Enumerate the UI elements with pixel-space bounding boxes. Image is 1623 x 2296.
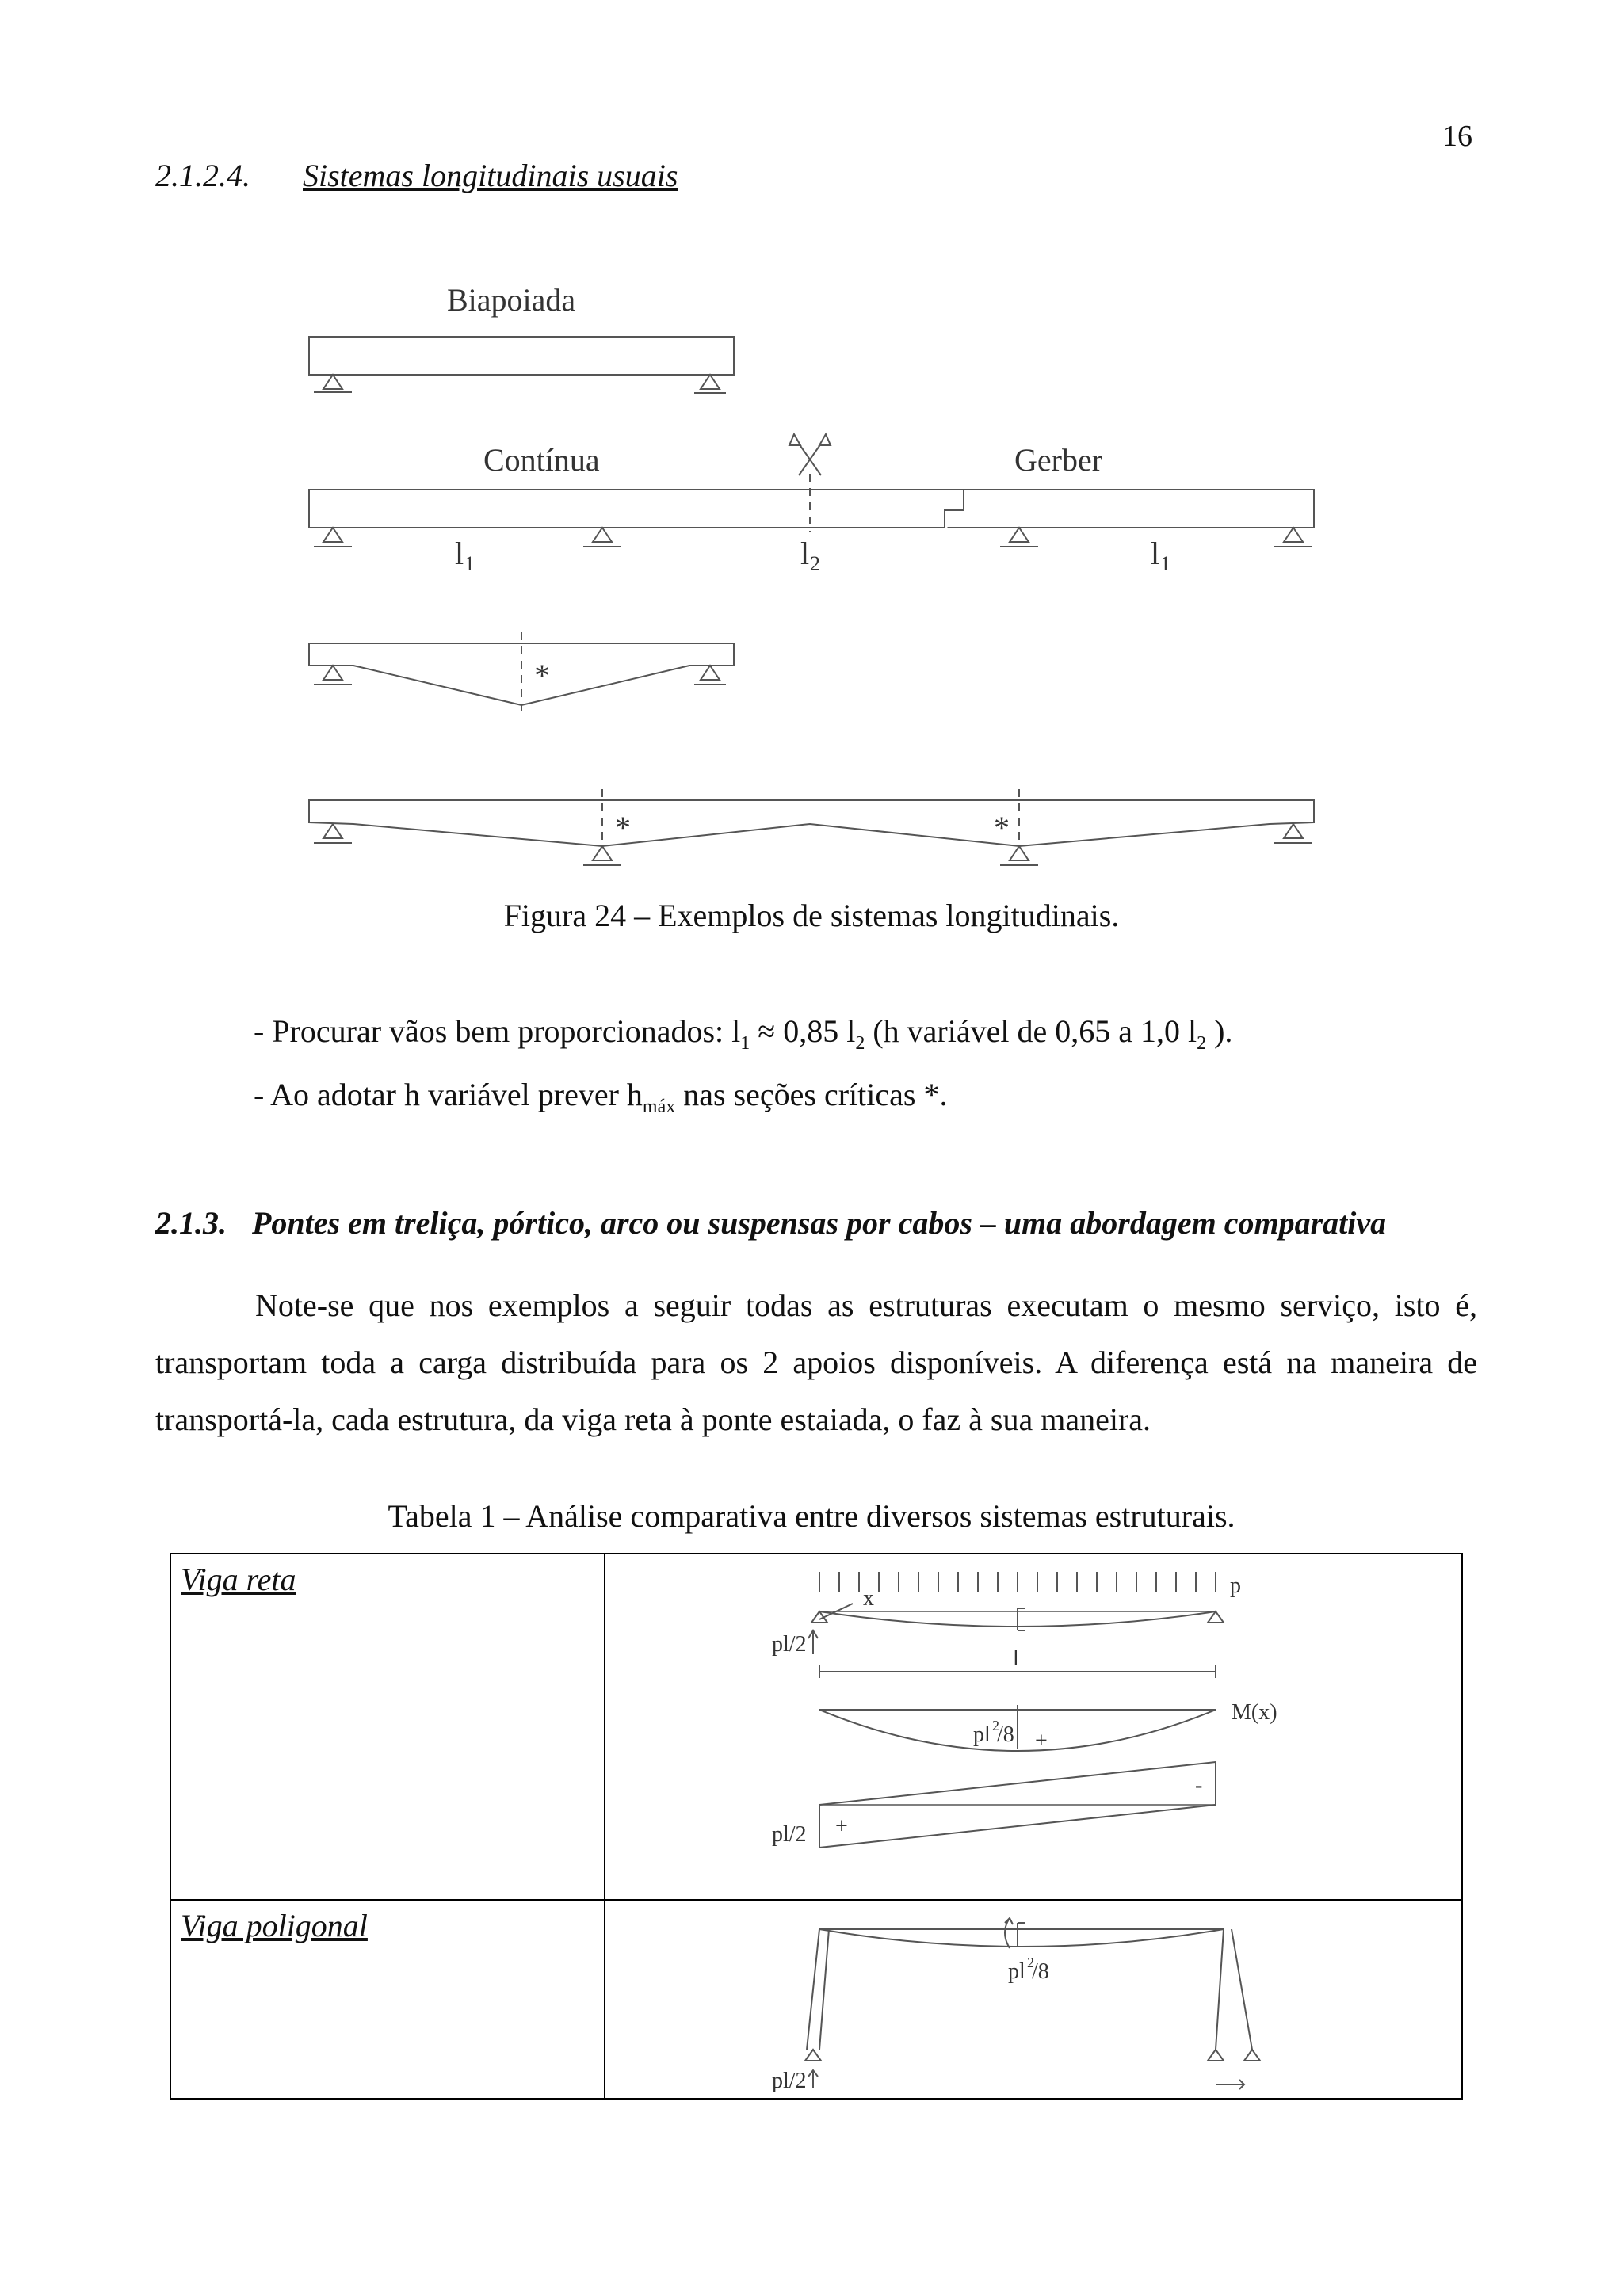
table-caption: Tabela 1 – Análise comparativa entre diversos sistemas estruturais. xyxy=(388,1498,1235,1534)
span-label: l xyxy=(1013,1646,1019,1671)
span-l1-right-sub: 1 xyxy=(1160,552,1170,575)
moment-sup: 2 xyxy=(992,1718,999,1733)
span-l1-right: l xyxy=(1151,536,1160,571)
figure-24-diagram xyxy=(0,0,1623,911)
poly-moment-value: pl xyxy=(1008,1959,1025,1984)
bullet2-part-a: - Ao adotar h variável prever h xyxy=(254,1077,643,1112)
table-row xyxy=(170,1554,1462,1900)
poly-moment-sup: 2 xyxy=(1027,1955,1034,1970)
critical-mark-2: * xyxy=(615,810,631,845)
support-h-1 xyxy=(314,666,352,685)
table-row xyxy=(170,1900,1462,2099)
support-cont-1 xyxy=(314,528,352,547)
section-number: 2.1.2.4. xyxy=(155,158,250,193)
poly-moment-den: /8 xyxy=(1032,1959,1049,1984)
label-continua: Contínua xyxy=(483,442,600,478)
label-gerber: Gerber xyxy=(1014,442,1103,478)
bullet1-sub-3: 2 xyxy=(1197,1033,1207,1054)
support-poly-right-1 xyxy=(1208,2050,1224,2061)
bullet2-part-b: nas seções críticas *. xyxy=(675,1077,948,1112)
bullet1-part-b: ≈ 0,85 l xyxy=(750,1013,856,1049)
critical-mark-1: * xyxy=(534,658,550,693)
critical-mark-3: * xyxy=(994,810,1010,845)
polygonal-curve xyxy=(819,1929,1224,1947)
section-mark-2 xyxy=(1018,1923,1025,1947)
bullet-proportions xyxy=(254,1013,1232,1055)
support-hc-2 xyxy=(583,846,621,865)
support-hc-1 xyxy=(314,824,352,843)
row-figure-viga-poligonal xyxy=(605,1900,1462,2099)
support-poly-right-2 xyxy=(1244,2050,1260,2061)
page-number: 16 xyxy=(1442,120,1472,153)
moment-arrow xyxy=(1005,1918,1013,1948)
bullet1-part-c: (h variável de 0,65 a 1,0 l xyxy=(865,1013,1197,1049)
coord-label: x xyxy=(863,1586,874,1611)
right-leg xyxy=(1216,1929,1252,2050)
shear-plus: + xyxy=(835,1814,848,1839)
moment-den: /8 xyxy=(997,1722,1014,1747)
figure-caption: Figura 24 – Exemplos de sistemas longitudinais. xyxy=(503,898,1120,933)
support-hc-3 xyxy=(1000,846,1038,865)
span-l1-left-sub: 1 xyxy=(464,552,475,575)
moment-plus: + xyxy=(1035,1729,1048,1753)
bullet1-part-d: ). xyxy=(1206,1013,1233,1049)
row-label-viga-poligonal: Viga poligonal xyxy=(170,1900,605,2099)
bullet1-part-a: - Procurar vãos bem proporcionados: l xyxy=(254,1013,741,1049)
gerber-joint-mask xyxy=(946,490,965,528)
support-h-2 xyxy=(694,666,726,685)
support-right xyxy=(1208,1611,1224,1623)
load-label: p xyxy=(1230,1573,1241,1598)
bullet-variable-height xyxy=(254,1076,947,1118)
label-biapoiada: Biapoiada xyxy=(447,282,576,318)
row-figure-viga-reta xyxy=(605,1554,1462,1900)
subsection-heading xyxy=(155,1204,1386,1241)
reaction-arrow-2 xyxy=(808,2070,818,2088)
body-paragraph: Note-se que nos exemplos a seguir todas as estruturas executam o mesmo serviço, isto é, transportam toda a carga distribuída para os 2 apoios disponíveis. A diferença está na maneira de transportá-la, cada estrutura, da viga reta à ponte estaiada, o faz à sua maneira. xyxy=(155,1287,1477,1437)
bullet1-sub-2: 2 xyxy=(855,1033,865,1054)
moment-label: M(x) xyxy=(1232,1700,1277,1725)
distributed-load-arrows xyxy=(819,1572,1216,1592)
support-poly-left xyxy=(805,2050,821,2061)
moment-value: pl xyxy=(973,1722,991,1747)
span-l1-left: l xyxy=(455,536,464,571)
reaction-arrow xyxy=(808,1630,818,1654)
support-roller-1 xyxy=(694,375,726,393)
reaction-label: pl/2 xyxy=(772,1632,807,1657)
left-leg xyxy=(807,1929,829,2050)
biapoiada-beam xyxy=(309,337,734,375)
support-hc-4 xyxy=(1274,824,1312,843)
comparison-table xyxy=(170,1553,1463,2100)
subsection-title: Pontes em treliça, pórtico, arco ou suspensas por cabos – uma abordagem comparativa xyxy=(252,1205,1387,1241)
span-l2: l xyxy=(800,536,810,571)
horizontal-arrow xyxy=(1216,2080,1244,2089)
section-title: Sistemas longitudinais usuais xyxy=(303,158,678,193)
continuous-beam xyxy=(309,490,1314,528)
span-l2-sub: 2 xyxy=(810,552,820,575)
poly-reaction-label: pl/2 xyxy=(772,2069,807,2093)
bullet1-sub-1: 1 xyxy=(740,1033,750,1054)
support-cont-2 xyxy=(583,528,621,547)
haunched-continuous-beam xyxy=(309,800,1314,846)
viga-reta-diagram xyxy=(605,1554,1461,1895)
support-cont-4 xyxy=(1274,528,1312,547)
row-label-viga-reta: Viga reta xyxy=(170,1554,605,1900)
shear-minus: - xyxy=(1195,1773,1203,1798)
section-symbol xyxy=(789,434,831,475)
bullet2-sub: máx xyxy=(642,1097,676,1117)
support-pin-1 xyxy=(314,375,352,392)
subsection-number: 2.1.3. xyxy=(155,1205,227,1241)
viga-poligonal-diagram xyxy=(605,1901,1461,2094)
shear-reaction-label: pl/2 xyxy=(772,1822,807,1847)
support-cont-3 xyxy=(1000,528,1038,547)
